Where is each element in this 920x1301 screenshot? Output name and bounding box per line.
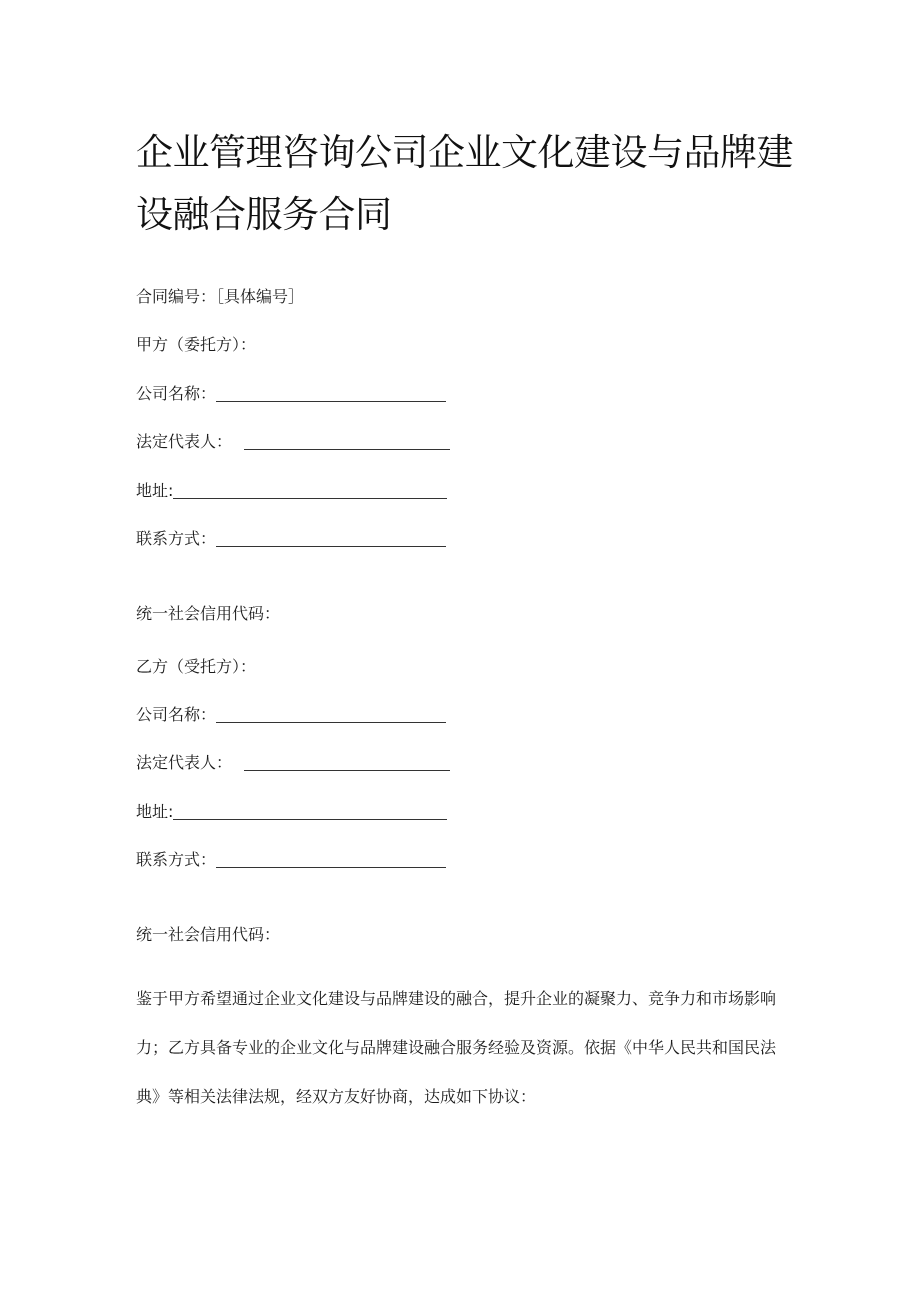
party-a-company-row: [136, 383, 446, 405]
party-b-company-blank[interactable]: [216, 706, 446, 723]
party-b-heading: 乙方（受托方）：: [136, 657, 257, 676]
party-b-rep-label: 法定代表人：: [136, 753, 233, 772]
party-b-company-row: [136, 704, 446, 726]
party-a-rep-blank[interactable]: [244, 433, 450, 450]
party-a-contact-label: 联系方式：: [136, 529, 217, 548]
party-a-contact-blank[interactable]: [216, 530, 446, 547]
party-a-rep-label: 法定代表人：: [136, 432, 233, 451]
party-b-company-label: 公司名称：: [136, 705, 217, 724]
preamble-paragraph: 鉴于甲方希望通过企业文化建设与品牌建设的融合，提升企业的凝聚力、竞争力和市场影响力；乙方具备专业的企业文化与品牌建设融合服务经验及资源。依据《中华人民共和国民法典》等相关法律法规，经双方友好协商，达成如下协议：: [136, 989, 777, 1106]
party-b-rep-row: [136, 752, 450, 774]
party-a-heading: 甲方（委托方）：: [136, 335, 257, 354]
party-a-contact-row: [136, 528, 446, 550]
party-b-contact-label: 联系方式：: [136, 850, 217, 869]
party-b-address-row: [136, 801, 447, 823]
contract-number: 合同编号：［具体编号］: [136, 287, 305, 306]
party-b-contact-row: [136, 849, 446, 871]
party-a-credit-code: 统一社会信用代码：: [136, 604, 281, 623]
party-a-company-blank[interactable]: [216, 385, 446, 402]
document-title: 企业管理咨询公司企业文化建设与品牌建设融合服务合同: [136, 131, 793, 236]
party-b-rep-blank[interactable]: [244, 754, 450, 771]
party-b-address-label: 地址:: [136, 802, 174, 821]
party-a-company-label: 公司名称：: [136, 384, 217, 403]
party-a-address-label: 地址:: [136, 481, 174, 500]
party-b-credit-code: 统一社会信用代码：: [136, 925, 281, 944]
party-a-rep-row: [136, 431, 450, 453]
party-b-address-blank[interactable]: [173, 803, 447, 820]
party-b-contact-blank[interactable]: [216, 851, 446, 868]
party-a-address-blank[interactable]: [173, 482, 447, 499]
party-a-address-row: [136, 480, 447, 502]
